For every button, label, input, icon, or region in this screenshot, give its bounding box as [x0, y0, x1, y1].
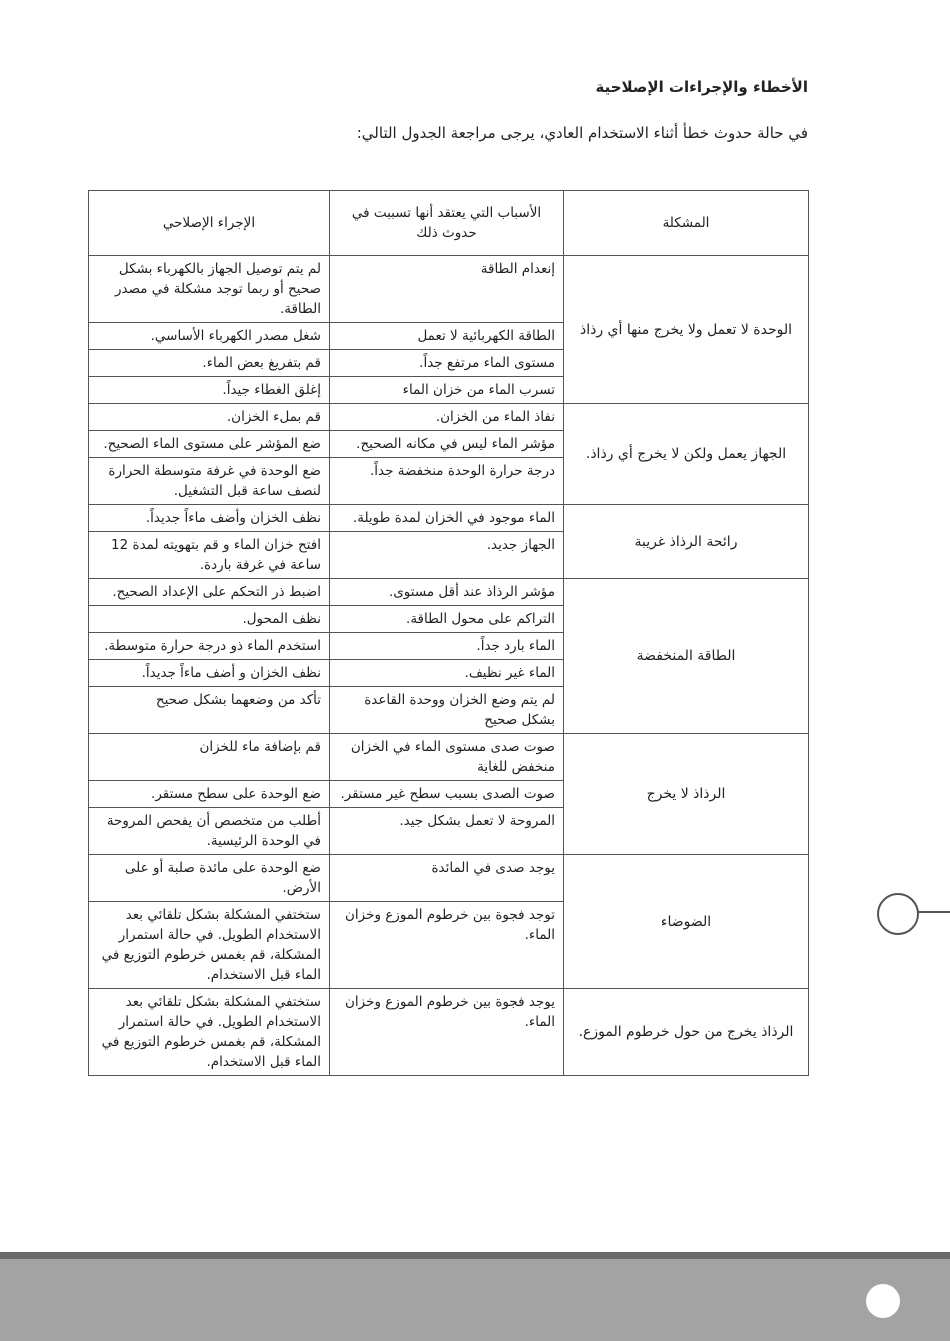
header-action: الإجراء الإصلاحي: [89, 191, 330, 256]
action-cell: إغلق الغطاء جيداً.: [89, 377, 330, 404]
action-cell: أطلب من متخصص أن يفحص المروحة في الوحدة الرئيسية.: [89, 808, 330, 855]
table-row: [89, 256, 809, 323]
problem-cell: الضوضاء: [564, 855, 809, 989]
action-cell: نظف الخزان و أضف ماءاً جديداً.: [89, 660, 330, 687]
action-cell: اضبط ذر التحكم على الإعداد الصحيح.: [89, 579, 330, 606]
cause-cell: الماء غير نظيف.: [330, 660, 564, 687]
footer-bar: [0, 1259, 950, 1341]
header-problem: المشكلة: [564, 191, 809, 256]
action-cell: قم بملء الخزان.: [89, 404, 330, 431]
action-cell: نظف الخزان وأضف ماءاً جديداً.: [89, 505, 330, 532]
footer-accent-line: [0, 1252, 950, 1259]
troubleshooting-table: [88, 190, 809, 1076]
action-cell: ستختفي المشكلة بشكل تلقائي بعد الاستخدام الطويل. في حالة استمرار المشكلة، قم بغمس خرطوم التوزيع في الماء قبل الاستخدام.: [89, 989, 330, 1076]
problem-cell: الطاقة المنخفضة: [564, 579, 809, 734]
cause-cell: التراكم على محول الطاقة.: [330, 606, 564, 633]
cause-cell: توجد فجوة بين خرطوم الموزع وخزان الماء.: [330, 902, 564, 989]
table-row: [89, 989, 809, 1076]
action-cell: قم بتفريغ بعض الماء.: [89, 350, 330, 377]
cause-cell: صوت الصدى بسبب سطح غير مستقر.: [330, 781, 564, 808]
action-cell: ستختفي المشكلة بشكل تلقائي بعد الاستخدام الطويل. في حالة استمرار المشكلة، قم بغمس خرطوم التوزيع في الماء قبل الاستخدام.: [89, 902, 330, 989]
action-cell: ضع الوحدة على سطح مستقر.: [89, 781, 330, 808]
cause-cell: الجهاز جديد.: [330, 532, 564, 579]
action-cell: نظف المحول.: [89, 606, 330, 633]
side-tab-circle: [877, 893, 919, 935]
table-body: [89, 256, 809, 1076]
action-cell: استخدم الماء ذو درجة حرارة متوسطة.: [89, 633, 330, 660]
cause-cell: إنعدام الطاقة: [330, 256, 564, 323]
problem-cell: الجهاز يعمل ولكن لا يخرج أي رذاذ.: [564, 404, 809, 505]
problem-cell: الوحدة لا تعمل ولا يخرج منها أي رذاذ: [564, 256, 809, 404]
table-row: [89, 855, 809, 902]
cause-cell: مؤشر الرذاذ عند أقل مستوى.: [330, 579, 564, 606]
action-cell: ضع الوحدة في غرفة متوسطة الحرارة لنصف ساعة قبل التشغيل.: [89, 458, 330, 505]
cause-cell: صوت صدى مستوى الماء في الخزان منخفض للغاية: [330, 734, 564, 781]
action-cell: افتح خزان الماء و قم بتهويته لمدة 12 ساعة في غرفة باردة.: [89, 532, 330, 579]
problem-cell: الرذاذ يخرج من حول خرطوم الموزع.: [564, 989, 809, 1076]
action-cell: ضع المؤشر على مستوى الماء الصحيح.: [89, 431, 330, 458]
cause-cell: لم يتم وضع الخزان ووحدة القاعدة بشكل صحيح: [330, 687, 564, 734]
table-row: [89, 734, 809, 781]
action-cell: تأكد من وضعهما بشكل صحيح: [89, 687, 330, 734]
header-cause: الأسباب التي يعتقد أنها تسببت في حدوث ذلك: [330, 191, 564, 256]
cause-cell: يوجد فجوة بين خرطوم الموزع وخزان الماء.: [330, 989, 564, 1076]
table-row: [89, 404, 809, 431]
intro-text: في حالة حدوث خطأ أثناء الاستخدام العادي، يرجى مراجعة الجدول التالي:: [356, 124, 808, 142]
table-row: [89, 579, 809, 606]
cause-cell: الماء بارد جداً.: [330, 633, 564, 660]
table-row: [89, 505, 809, 532]
cause-cell: الطاقة الكهربائية لا تعمل: [330, 323, 564, 350]
cause-cell: درجة حرارة الوحدة منخفضة جداً.: [330, 458, 564, 505]
action-cell: ضع الوحدة على مائدة صلبة أو على الأرض.: [89, 855, 330, 902]
cause-cell: نفاذ الماء من الخزان.: [330, 404, 564, 431]
table-header-row: [89, 191, 809, 256]
cause-cell: المروحة لا تعمل بشكل جيد.: [330, 808, 564, 855]
page-number-circle: [866, 1284, 900, 1318]
cause-cell: مستوى الماء مرتفع جداً.: [330, 350, 564, 377]
action-cell: شغل مصدر الكهرباء الأساسي.: [89, 323, 330, 350]
cause-cell: تسرب الماء من خزان الماء: [330, 377, 564, 404]
problem-cell: رائحة الرذاذ غريبة: [564, 505, 809, 579]
page-title: الأخطاء والإجراءات الإصلاحية: [595, 78, 808, 96]
problem-cell: الرذاذ لا يخرج: [564, 734, 809, 855]
cause-cell: الماء موجود في الخزان لمدة طويلة.: [330, 505, 564, 532]
side-tab-line: [917, 911, 950, 913]
action-cell: قم بإضافة ماء للخزان: [89, 734, 330, 781]
cause-cell: يوجد صدى في المائدة: [330, 855, 564, 902]
cause-cell: مؤشر الماء ليس في مكانه الصحيح.: [330, 431, 564, 458]
action-cell: لم يتم توصيل الجهاز بالكهرباء بشكل صحيح أو ربما توجد مشكلة في مصدر الطاقة.: [89, 256, 330, 323]
